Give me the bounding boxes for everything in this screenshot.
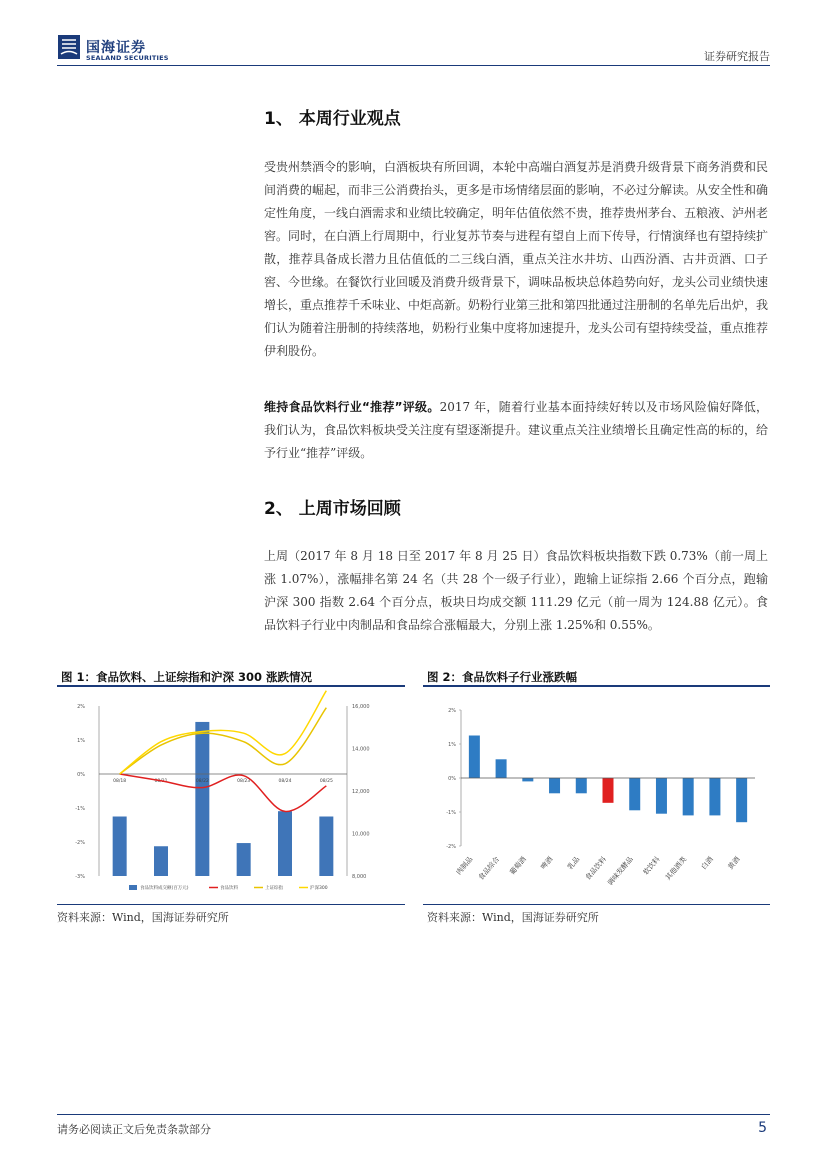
y-axis-tick-label: -2% xyxy=(446,844,456,850)
figure-2-title: 图 2：食品饮料子行业涨跌幅 xyxy=(427,670,578,684)
volume-bar xyxy=(113,817,127,877)
right-axis-tick-label: 16,000 xyxy=(352,704,370,710)
volume-bar xyxy=(319,817,333,877)
figure-2-bottom-rule xyxy=(423,904,770,905)
x-axis-tick-label: 08/22 xyxy=(195,779,209,784)
y-axis-tick-label: 0% xyxy=(448,776,456,782)
report-type-label: 证券研究报告 xyxy=(704,50,770,63)
legend-label: 沪深300 xyxy=(310,886,328,891)
volume-bar xyxy=(237,843,251,876)
legend-label: 上证综指 xyxy=(265,886,283,891)
x-axis-tick-label: 08/23 xyxy=(237,779,251,784)
y-axis-tick-label: 2% xyxy=(448,708,456,714)
series-line-上证综指 xyxy=(120,708,327,774)
right-axis-tick-label: 8,000 xyxy=(352,874,367,880)
left-axis-tick-label: -3% xyxy=(75,874,85,880)
section-1-paragraph-1: 受贵州禁酒令的影响，白酒板块有所回调，本轮中高端白酒复苏是消费升级背景下商务消费和民间消费的崛起，而非三公消费抬头，更多是市场情绪层面的影响，不必过分解读。从安全性和确定性角度，一线白酒需求和业绩比较确定，明年估值依然不贵，推荐贵州茅台、五粮液、泸州老窖。同时，在白酒上行周期中，行业复苏节奏与进程有望自上而下传导，行情演绎也有望持续扩散，推荐具备成长潜力且估值低的二三线白酒，重点关注水井坊、山西汾酒、古井贡酒、口子窖、今世缘。在餐饮行业回暖及消费升级背景下，调味品板块总体趋势向好，龙头公司业绩快速增长，重点推荐千禾味业、中炬高新。奶粉行业第三批和第四批通过注册制的名单先后出炉，我们认为随着注册制的持续落地，奶粉行业集中度将加速提升，龙头公司有望持续受益，重点推荐伊利股份。 xyxy=(264,160,769,358)
subsector-bar xyxy=(656,778,667,814)
subsector-bar xyxy=(709,778,720,815)
figure-1-title: 图 1：食品饮料、上证综指和沪深 300 涨跌情况 xyxy=(61,670,313,684)
header-divider xyxy=(57,65,770,66)
left-axis-tick-label: -1% xyxy=(75,806,85,812)
left-axis-tick-label: 0% xyxy=(77,772,85,778)
y-axis-tick-label: 1% xyxy=(448,742,456,748)
legend-label: 食品饮料成交额(百万元) xyxy=(140,886,189,891)
left-axis-tick-label: 1% xyxy=(77,738,85,744)
subsector-bar xyxy=(469,736,480,779)
left-axis-tick-label: -2% xyxy=(75,840,85,846)
figure-2-top-rule xyxy=(423,685,770,687)
logo-chinese-name: 国海证券 xyxy=(86,40,146,56)
x-axis-tick-label: 08/24 xyxy=(278,779,292,784)
subsector-bar xyxy=(549,778,560,793)
figure-2-source: 资料来源：Wind，国海证券研究所 xyxy=(427,911,599,924)
figure-1-chart xyxy=(57,690,405,900)
right-axis-tick-label: 10,000 xyxy=(352,831,370,838)
left-axis-tick-label: 2% xyxy=(77,704,85,710)
x-axis-category-label: 白酒 xyxy=(699,855,715,872)
series-line-食品饮料 xyxy=(120,774,327,811)
x-axis-tick-label: 08/18 xyxy=(113,779,127,784)
x-axis-tick-label: 08/25 xyxy=(319,779,333,784)
x-axis-category-label: 肉制品 xyxy=(454,855,475,877)
subsector-bar xyxy=(496,759,507,778)
figure-1-source: 资料来源：Wind，国海证券研究所 xyxy=(57,911,229,924)
x-axis-category-label: 乳品 xyxy=(566,855,582,872)
x-axis-tick-label: 08/21 xyxy=(154,779,168,784)
section-2-title: 2、 上周市场回顾 xyxy=(264,499,401,519)
x-axis-category-label: 食品饮料 xyxy=(583,855,609,882)
legend-swatch xyxy=(129,885,137,890)
x-axis-category-label: 啤酒 xyxy=(539,855,555,872)
figure-1-top-rule xyxy=(57,685,405,687)
section-1-title: 1、 本周行业观点 xyxy=(264,109,401,129)
subsector-bar xyxy=(576,778,587,793)
subsector-bar xyxy=(683,778,694,815)
volume-bar xyxy=(195,722,209,876)
x-axis-category-label: 软饮料 xyxy=(641,855,662,877)
footer-divider xyxy=(57,1114,770,1115)
footer-disclaimer: 请务必阅读正文后免责条款部分 xyxy=(57,1123,211,1136)
subsector-bar xyxy=(629,778,640,810)
subsector-bar xyxy=(603,778,614,803)
rating-detail: 2017 年，随着行业基本面持续好转以及市场风险偏好降低，我们认为，食品饮料板块受关注度有望逐渐提升。建议重点关注业绩增长且确定性高的标的，给予行业“推荐”评级。 xyxy=(264,400,769,460)
volume-bar xyxy=(154,846,168,876)
series-line-沪深300 xyxy=(120,691,327,774)
x-axis-category-label: 调味发酵品 xyxy=(606,855,635,888)
x-axis-category-label: 黄酒 xyxy=(726,855,742,872)
x-axis-category-label: 食品综合 xyxy=(477,855,502,882)
x-axis-category-label: 其他酒类 xyxy=(664,855,689,882)
section-1-paragraph-2 xyxy=(264,396,768,465)
figure-1-bottom-rule xyxy=(57,904,405,905)
subsector-bar xyxy=(736,778,747,822)
subsector-bar xyxy=(522,778,533,781)
rating-statement: 维持食品饮料行业“推荐”评级。 xyxy=(264,400,440,414)
volume-bar xyxy=(278,811,292,876)
right-axis-tick-label: 12,000 xyxy=(352,789,370,795)
legend-label: 食品饮料 xyxy=(220,886,238,891)
y-axis-tick-label: -1% xyxy=(446,810,456,816)
page-number: 5 xyxy=(758,1120,767,1136)
figure-2-chart xyxy=(423,690,770,902)
x-axis-category-label: 葡萄酒 xyxy=(508,855,528,877)
section-2-paragraph: 上周（2017 年 8 月 18 日至 2017 年 8 月 25 日）食品饮料板块指数下跌 0.73%（前一周上涨 1.07%），涨幅排名第 24 名（共 28 个一级子行业），跑输上证综指 2.66 个百分点，跑输沪深 300 指数 2.64 个百分点，板块日均成交额 111.29 亿元（前一周为 124.88 亿元）。食品饮料子行业中肉制品和食品综合涨幅最大，分别上涨 1.25%和 0.55%。 xyxy=(264,549,768,632)
sealand-logo-icon xyxy=(58,35,80,59)
logo-english-name: SEALAND SECURITIES xyxy=(86,54,169,62)
right-axis-tick-label: 14,000 xyxy=(352,746,370,753)
